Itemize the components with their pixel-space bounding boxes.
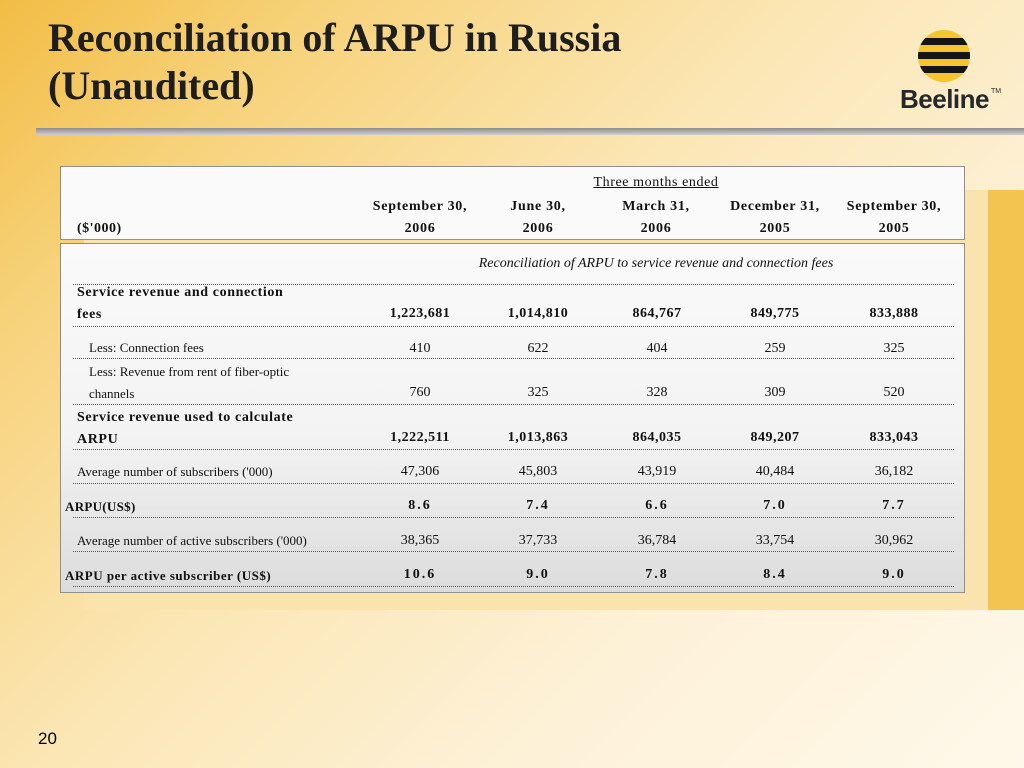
table-cell: 520 [883,385,905,400]
row-separator [73,326,954,327]
row-label-service-revenue: Service revenue and connection fees [77,285,284,322]
table-cell: 9.0 [882,567,906,582]
table-cell: 622 [527,341,549,356]
period-header: Three months ended [593,175,719,190]
logo-trademark: TM [991,88,1002,95]
row-label-connection-fees: Less: Connection fees [89,340,204,355]
row-separator [73,404,954,405]
row-label-service-revenue-arpu: Service revenue used to calculate ARPU [77,410,294,447]
table-cell: 1,014,810 [507,306,569,321]
table-cell: 38,365 [400,533,440,548]
table-cell: 33,754 [755,533,795,548]
unit-label: ($'000) [77,221,122,236]
table-cell: 6.6 [645,498,669,513]
reconciliation-table [60,243,965,593]
column-header-sep-30-2005: September 30, 2005 [846,199,942,236]
table-cell: 45,803 [518,464,558,479]
table-cell: 7.0 [763,498,787,513]
table-cell: 259 [764,341,786,356]
table-cell: 8.4 [763,567,787,582]
row-separator [73,358,954,359]
table-cell: 833,888 [869,306,919,321]
table-cell: 36,182 [874,464,914,479]
slide-title-line-1: Reconciliation of ARPU in Russia [48,15,622,60]
table-cell: 30,962 [874,533,914,548]
column-header-sep-30-2006: September 30, 2006 [372,199,468,236]
table-cell: 9.0 [526,567,550,582]
table-cell: 325 [883,341,905,356]
table-cell: 328 [646,385,668,400]
row-label-avg-subscribers: Average number of subscribers ('000) [77,464,273,479]
table-cell: 760 [409,385,431,400]
row-separator [73,517,954,518]
table-cell: 10.6 [403,567,437,582]
table-cell: 325 [527,385,549,400]
table-cell: 43,919 [637,464,677,479]
row-label-arpu-active: ARPU per active subscriber (US$) [65,568,272,583]
table-cell: 37,733 [518,533,558,548]
table-cell: 864,035 [632,430,682,445]
title-divider [36,128,1024,135]
table-cell: 849,775 [750,306,800,321]
row-label-arpu: ARPU(US$) [65,499,136,514]
slide-title-line-2: (Unaudited) [48,63,255,108]
beeline-logo [896,28,1006,118]
column-header-dec-31-2005: December 31, 2005 [730,199,820,236]
table-cell: 864,767 [632,306,682,321]
row-separator [73,586,954,587]
table-cell: 849,207 [750,430,800,445]
beeline-logo-icon [918,30,970,82]
background-strip [988,190,1024,610]
column-header-mar-31-2006: March 31, 2006 [622,199,690,236]
slide-title [48,14,621,110]
table-cell: 1,223,681 [389,306,451,321]
row-separator [73,483,954,484]
row-separator [73,449,954,450]
table-cell: 1,222,511 [390,430,450,445]
table-cell: 8.6 [408,498,432,513]
table-cell: 833,043 [869,430,919,445]
row-separator [73,551,954,552]
table-cell: 7.8 [645,567,669,582]
slide-number: 20 [38,729,57,748]
table-cell: 1,013,863 [507,430,569,445]
table-cell: 309 [764,385,786,400]
table-cell: 36,784 [637,533,677,548]
table-cell: 40,484 [755,464,795,479]
table-cell: 410 [409,341,431,356]
table-cell: 7.7 [882,498,906,513]
table-header [60,166,965,240]
row-label-avg-active-subscribers: Average number of active subscribers ('000) [77,533,307,548]
logo-wordmark: Beeline [900,84,989,114]
table-cell: 7.4 [526,498,550,513]
row-label-fiber-optic-rent: Less: Revenue from rent of fiber-optic channels [89,364,290,401]
table-cell: 404 [646,341,668,356]
table-caption: Reconciliation of ARPU to service revenue and connection fees [478,256,834,271]
table-cell: 47,306 [400,464,440,479]
column-header-jun-30-2006: June 30, 2006 [510,199,566,236]
